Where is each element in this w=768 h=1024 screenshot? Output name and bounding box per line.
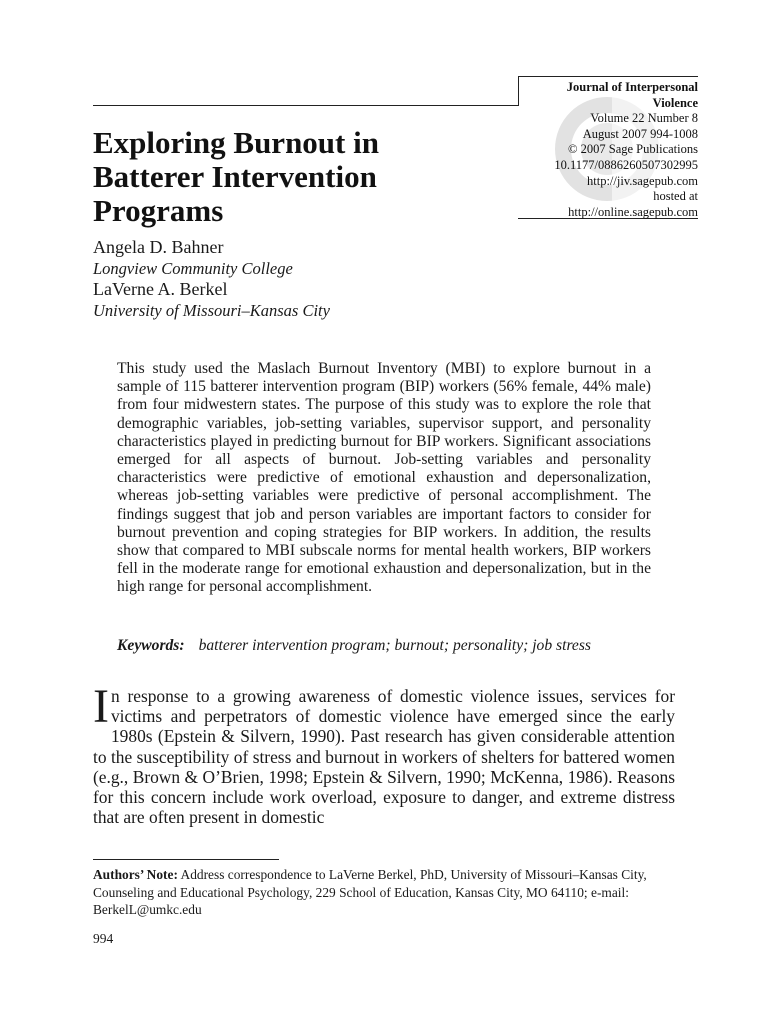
drop-cap: I (93, 680, 109, 733)
author-affiliation: Longview Community College (93, 259, 293, 278)
author-name: LaVerne A. Berkel (93, 279, 228, 299)
journal-volume: Volume 22 Number 8 (590, 111, 698, 126)
page-number: 994 (93, 931, 114, 946)
journal-doi: 10.1177/0886260507302995 (554, 157, 698, 172)
journal-hosted-label: hosted at (653, 189, 698, 204)
article-title: Exploring Burnout in Batterer Intervention Programs (93, 125, 379, 228)
journal-info (520, 80, 698, 220)
keywords-label: Keywords: (117, 637, 185, 654)
abstract: This study used the Maslach Burnout Inventory (MBI) to explore burnout in a sample of 115 batterer intervention program (BIP) workers (56% female, 44% male) from four midwestern states. The purpose of this study was to explore the role that demographic variables, job-setting variables, supervisor support, and personality characteristics played in predicting burnout for BIP workers. Significant associations emerged for all aspects of burnout. Job-setting variables and personality characteristics were predictive of emotional exhaustion and depersonalization, whereas job-setting variables were predictive of personal accomplishment. The findings suggest that job and person variables are important factors to consider for burnout prevention and coping strategies for BIP workers. In addition, the results show that compared to MBI subscale norms for mental health workers, BIP workers fell in the moderate range for emotional exhaustion and depersonalization, but in the high range for personal accomplishment. (117, 360, 651, 596)
journal-name: Journal of Interpersonal Violence (566, 80, 698, 110)
journal-date-pages: August 2007 994-1008 (582, 126, 698, 141)
body-text: n response to a growing awareness of domestic violence issues, services for victims and perpetrators of domestic violence have emerged since the early 1980s (Epstein & Silvern, 1990). Past research has given considerable attention to the susceptibility of stress and burnout in workers of shelters for battered women (e.g., Brown & O’Brien, 1998; Epstein & Silvern, 1990; McKenna, 1986). Reasons for this concern include work overload, exposure to danger, and extreme distress that are often present in domestic (93, 686, 675, 828)
author-name: Angela D. Bahner (93, 237, 224, 257)
footnote-rule (93, 859, 279, 860)
author-affiliation: University of Missouri–Kansas City (93, 301, 330, 320)
header-rule (93, 105, 519, 106)
journal-hosted-url[interactable]: http://online.sagepub.com (568, 204, 698, 219)
keywords (117, 637, 657, 655)
authors-note-text: Address correspondence to LaVerne Berkel, PhD, University of Missouri–Kansas City, Counseling and Educational Psychology, 229 School of Education, Kansas City, MO 64110; e-mail: BerkelL@umkc.edu (93, 867, 647, 917)
journal-copyright: © 2007 Sage Publications (568, 142, 698, 157)
body-paragraph (93, 680, 675, 828)
keywords-list: batterer intervention program; burnout; personality; job stress (198, 637, 591, 654)
journal-box-top-rule (518, 76, 698, 77)
journal-url[interactable]: http://jiv.sagepub.com (587, 173, 698, 188)
journal-box-divider (518, 76, 519, 106)
authors-note (93, 866, 675, 919)
authors-note-label: Authors’ Note: (93, 867, 178, 882)
